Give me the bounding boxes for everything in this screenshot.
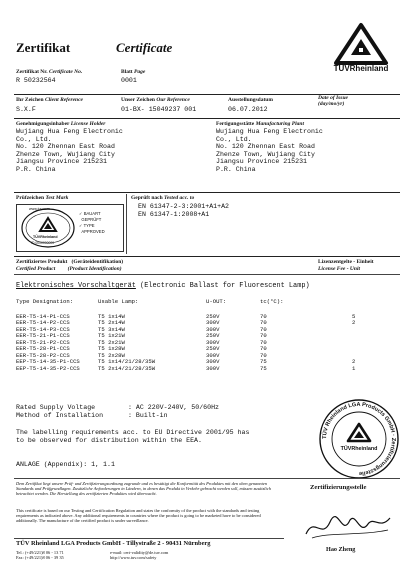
- plant-line: Co., Ltd.: [216, 135, 252, 143]
- tested-standards: [138, 203, 229, 218]
- fee-label-en: License Fee - Unit: [318, 266, 361, 272]
- issue-date-label: Ausstellungsdatum: [228, 97, 273, 103]
- cell-uout: 250V: [206, 332, 220, 339]
- cell-type: EEP-T5-14-35-P2-CCS: [16, 364, 80, 372]
- cell-fee: 2: [352, 358, 356, 365]
- holder-line: P.R. China: [16, 165, 56, 173]
- cell-type: EER-T5-28-P2-CCS: [16, 351, 70, 359]
- product-table: [16, 299, 372, 372]
- check-item: APPROVED: [81, 229, 105, 234]
- cert-no-value: R 50232564: [16, 77, 56, 84]
- tested-label: Geprüft nach Tested acc. to: [131, 195, 195, 201]
- seal-ring-text: TÜV Rheinland LGA Products GmbH · Zertifizierungsstelle: [321, 401, 397, 477]
- our-ref-label: Unser Zeichen Our Reference: [121, 97, 190, 103]
- page-label: Blatt Page: [121, 69, 146, 75]
- standard-line: EN 61347-2-3:2001+A1+A2: [138, 203, 230, 210]
- cell-uout: 300V: [206, 358, 220, 365]
- test-mark-url: www.tuv.com: [29, 207, 50, 211]
- cell-lamp: T5 1x28W: [98, 345, 125, 352]
- check-item: ✓ TYPE: [79, 223, 95, 228]
- cell-type: EER-T5-21-P2-CCS: [16, 338, 70, 346]
- col-header: U-OUT:: [206, 298, 227, 305]
- product-label-de: Zertifiziertes Produkt (Geräteidentifikation): [16, 259, 124, 265]
- plant-address: [216, 128, 400, 174]
- cell-tc: 70: [260, 325, 267, 333]
- anlage-line: ANLAGE (Appendix): 1, 1.1: [16, 461, 115, 468]
- footer-tel: Tel.: (+49/221)8 06 - 13 71: [16, 550, 64, 555]
- cell-lamp: T5 1x14W: [98, 312, 125, 320]
- cell-type: EER-T5-28-P1-CCS: [16, 345, 70, 352]
- plant-line: Zhenze Town, Wujiang City: [216, 150, 315, 158]
- col-header: Type Designation:: [16, 298, 74, 305]
- plant-line: No. 120 Zhennan East Road: [216, 143, 315, 151]
- cell-type: EER-T5-21-P1-CCS: [16, 332, 70, 339]
- issue-date-value: 06.07.2012: [228, 106, 268, 113]
- test-mark-logo: [16, 204, 124, 252]
- disclaimer-de: Dem Zertifikat liegt unsere Prüf- und Zertifizierungsordnung zugrunde und es bestätigt die Konformität des Produktes mit den oben genannten Standards und Prüfgrundlagen. Zusätzliche Anforderungen in Ländern, in denen das Produkt in Verkehr gebracht werden soll, müssen zusätzlich betrachtet werden. Die Herstellung des zertifizierten Produktes wird überwacht.: [16, 481, 271, 497]
- cell-tc: 70: [260, 312, 267, 320]
- installation-value: : Built-in: [128, 412, 168, 419]
- cell-type: EER-T5-14-P1-CCS: [16, 312, 70, 320]
- check-item: ✓ BAUART: [79, 211, 101, 216]
- check-item: GEPRÜFT: [81, 217, 102, 222]
- tuv-logo: [326, 22, 396, 74]
- brand-name: TÜVRheinland: [333, 64, 389, 73]
- footer-company: TÜV Rheinland LGA Products GmbH - Tillystraße 2 - 90431 Nürnberg: [16, 540, 211, 547]
- cell-fee: 5: [352, 312, 356, 320]
- client-ref-label: Ihr Zeichen Client Reference: [16, 97, 83, 103]
- title-de: Zertifikat: [16, 40, 71, 55]
- labelling-line: to be observed for distribution within the EEA.: [16, 436, 202, 444]
- page-value: 0001: [121, 77, 137, 84]
- cell-lamp: T5 2x14/21/28/35W: [98, 364, 156, 372]
- cell-fee: 2: [352, 319, 356, 326]
- cell-tc: 75: [260, 358, 267, 365]
- cell-lamp: T5 2x21W: [98, 338, 125, 346]
- cert-no-label: Zertifikat Nr. Certificate No.: [16, 69, 83, 75]
- product-name-en: (Electronic Ballast for Fluorescent Lamp): [135, 282, 310, 290]
- cell-lamp: T5 1x21W: [98, 332, 125, 339]
- labelling-line: The labelling requirements acc. to EU Directive 2001/95 has: [16, 429, 250, 436]
- cell-lamp: T5 1x14/21/28/35W: [98, 358, 156, 365]
- cell-type: EER-T5-14-P2-CCS: [16, 319, 70, 326]
- our-ref-value: 01-BX- 15049237 001: [121, 106, 197, 113]
- cell-uout: 250V: [206, 345, 220, 352]
- signatory-name: Hao Zheng: [326, 546, 356, 553]
- test-mark-label: Prüfzeichen Test Mark: [16, 195, 69, 201]
- plant-line: Jiangsu Province 215231: [216, 158, 308, 166]
- standard-line: EN 61347-1:2008+A1: [138, 210, 210, 218]
- holder-line: No. 120 Zhennan East Road: [16, 143, 115, 151]
- client-ref-value: S.X.F: [16, 106, 36, 113]
- title-en: Certificate: [116, 40, 173, 55]
- holder-label: Genehmigungsinhaber License Holder: [16, 121, 106, 127]
- cell-type: EEP-T5-14-35-P1-CCS: [16, 358, 80, 365]
- holder-line: Zhenze Town, Wujiang City: [16, 150, 115, 158]
- rated-voltage-value: : AC 220V-240V, 50/60Hz: [128, 404, 220, 411]
- cell-tc: 70: [260, 338, 267, 346]
- cell-fee: 1: [352, 364, 356, 372]
- cell-lamp: T5 2x28W: [98, 351, 125, 359]
- plant-label: Fertigungsstätte Manufacturing Plant: [216, 121, 305, 127]
- footer-fax: Fax: (+49/221)8 06 - 39 35: [16, 555, 64, 560]
- holder-line: Wujiang Hua Feng Electronic: [16, 128, 123, 135]
- cell-uout: 300V: [206, 351, 220, 359]
- cell-uout: 300V: [206, 338, 220, 346]
- plant-line: Wujiang Hua Feng Electronic: [216, 128, 323, 135]
- installation-label: Method of Installation: [16, 412, 104, 419]
- cert-body-label: Zertifizierungsstelle: [310, 484, 367, 491]
- holder-address: [16, 128, 206, 174]
- table-row: [16, 366, 372, 373]
- holder-line: Co., Ltd.: [16, 135, 52, 143]
- fee-label-de: Lizenzentgelte - Einheit: [318, 259, 374, 265]
- cell-lamp: T5 3x14W: [98, 325, 125, 333]
- footer-web: http://www.tuv.com/safety: [110, 555, 157, 560]
- test-mark-brand: TÜVRheinland: [33, 235, 58, 239]
- cell-uout: 300V: [206, 319, 220, 326]
- footer-email: e-mail: cert-validity@de.tuv.com: [110, 550, 169, 555]
- cell-type: EER-T5-14-P3-CCS: [16, 325, 70, 333]
- cell-tc: 70: [260, 345, 267, 352]
- date-of-issue-label: Date of Issue (day/mo/yr): [318, 95, 348, 107]
- labelling-note: [16, 429, 249, 444]
- cell-tc: 70: [260, 332, 267, 339]
- cell-tc: 70: [260, 319, 267, 326]
- cell-uout: 250V: [206, 312, 220, 320]
- test-mark-id: ID 0000000000: [31, 241, 55, 245]
- col-header: Usable Lamp:: [98, 298, 139, 305]
- product-label-en: Certified Product (Product Identification): [16, 266, 122, 272]
- cell-uout: 300V: [206, 364, 220, 372]
- cell-uout: 300V: [206, 325, 220, 333]
- certification-seal-icon: [318, 398, 400, 480]
- product-name: [16, 283, 310, 291]
- product-name-de: Elektronisches Vorschaltgerät: [16, 282, 136, 290]
- col-header: tc(°C):: [260, 298, 284, 305]
- signature-icon: [300, 510, 396, 546]
- plant-line: P.R. China: [216, 165, 256, 173]
- seal-brand: TÜVRheinland: [340, 446, 378, 452]
- holder-line: Jiangsu Province 215231: [16, 158, 108, 166]
- cell-tc: 70: [260, 351, 267, 359]
- cell-tc: 75: [260, 364, 267, 372]
- cell-lamp: T5 2x14W: [98, 319, 125, 326]
- rated-voltage-label: Rated Supply Voltage: [16, 404, 96, 411]
- test-mark-checks: [79, 211, 105, 235]
- disclaimer-en: This certificate is based on our Testing and Certification Regulation and states the conformity of the product with the standards and testing requirements as indicated above. Any additional requirements in countries where the product is going to be marketed have to be considered additionally. The manufacture of the certified product is under surveillance.: [16, 508, 261, 524]
